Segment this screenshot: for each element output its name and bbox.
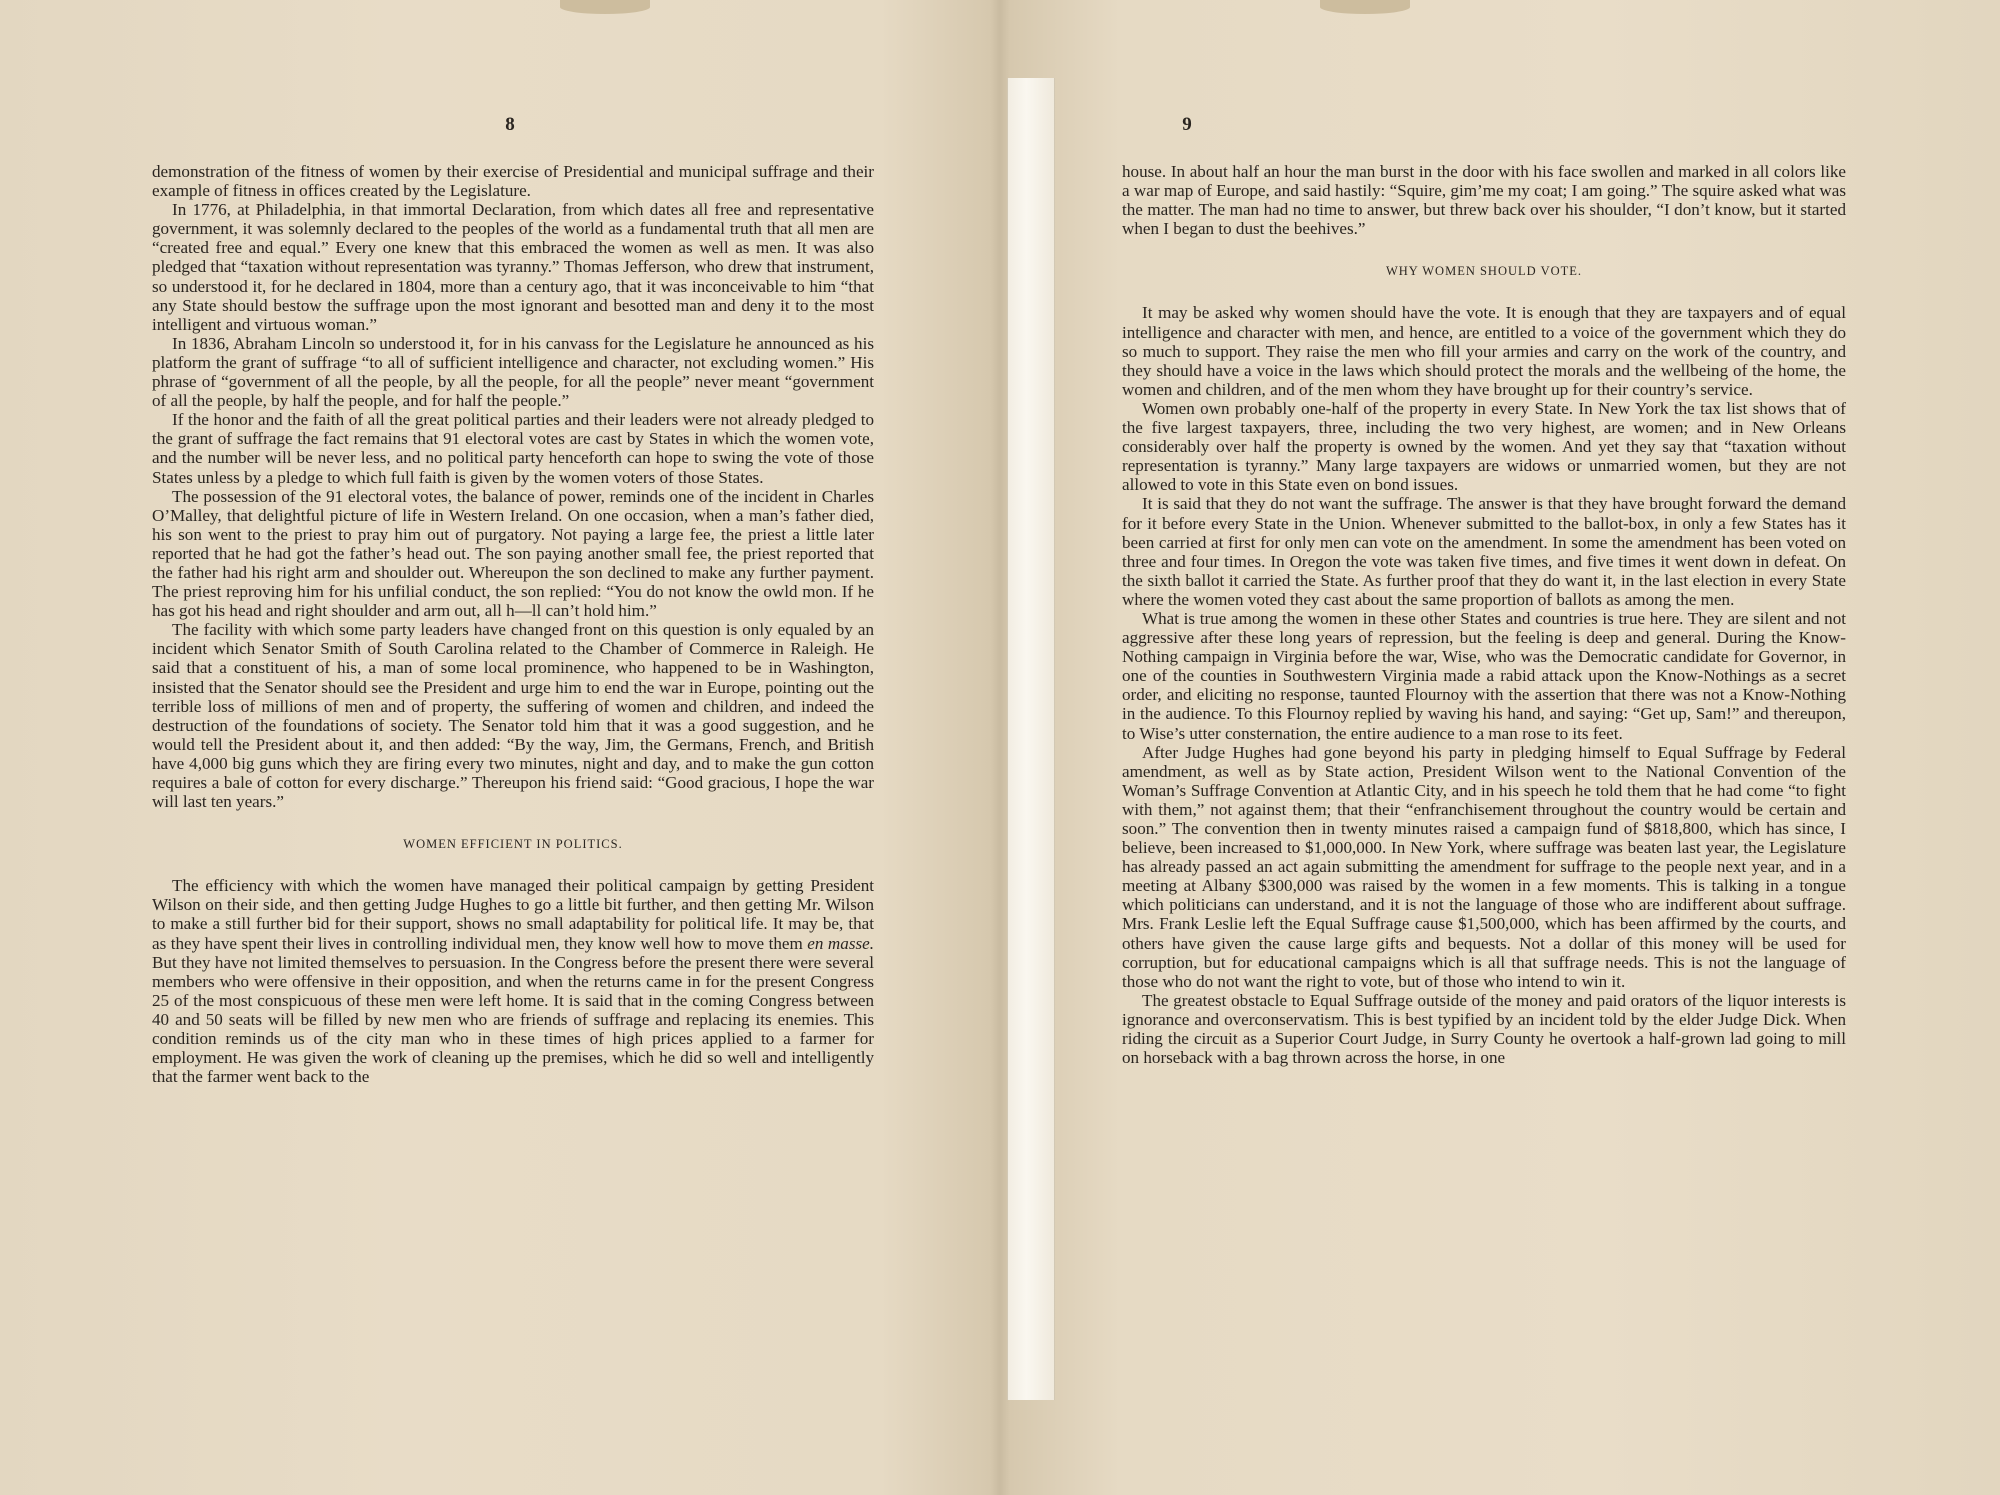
paragraph: In 1836, Abraham Lincoln so understood it, for in his canvass for the Legislature he announced as his platform the grant of suffrage “to all of sufficient intelligence and character, not excluding women.” His phrase of “government of all the people, by all the people, for all the people” never meant “government of all the people, by half the people, and for half the people.” <box>152 333 874 411</box>
paragraph: If the honor and the faith of all the great political parties and their leaders were not already pledged to the grant of suffrage the fact remains that 91 electoral votes are cast by States in which the women vote, and the number will be never less, and no political party henceforth can hope to swing the vote of those States unless by a pledge to which full faith is given by the women voters of those States. <box>152 410 874 487</box>
paragraph: What is true among the women in these other States and countries is true here. They are silent and not aggressive after these long years of repression, but the feeling is deep and general. During the Know-Nothing campaign in Virginia before the war, Wise, who was the Democratic candidate for Governor, in one of the counties in Southwestern Virginia made a rabid attack upon the Know-Nothings as a secret order, and eliciting no response, taunted Flournoy with the assertion that there was not a Know-Nothing in the audience. To this Flournoy replied by waving his hand, and saying: “Get up, Sam!” and thereupon, to Wise’s utter consternation, the entire audience to a man rose to its feet. <box>1122 608 1846 743</box>
italic-phrase: en masse. <box>807 933 874 953</box>
paragraph: Women own probably one-half of the property in every State. In New York the tax list shows that of the five largest taxpayers, three, including the two very highest, are women; and in New Orleans considerably over half the property is owned by the women. And yet they say that “taxation without representation is tyranny.” Many large taxpayers are widows or unmarried women, but they are not allowed to vote in this State even on bond issues. <box>1122 398 1846 495</box>
paragraph: house. In about half an hour the man burst in the door with his face swollen and marked in all colors like a war map of Europe, and said hastily: “Squire, gim’me my coat; I am going.” The squire asked what was the matter. The man had no time to answer, but threw back over his shoulder, “I don’t know, but it started when I began to dust the beehives.” <box>1122 162 1846 239</box>
paragraph: It may be asked why women should have the vote. It is enough that they are taxpayers and of equal intelligence and character with men, and hence, are entitled to a voice of the government which they do so much to support. They raise the men who fill your armies and carry on the work of the country, and they should have a voice in the laws which should protect the morals and the wellbeing of the home, the women and children, and of the men whom they have brought up for their country’s service. <box>1122 303 1846 399</box>
paragraph: The possession of the 91 electoral votes, the balance of power, reminds one of the incident in Charles O’Malley, that delightful picture of life in Western Ireland. On one occasion, when a man’s father died, his son went to the priest to pray him out of purgatory. Not paying a large fee, the priest a little later reported that he had got the father’s head out. The son paying another small fee, the priest reported that the father had his right arm and shoulder out. Whereupon the son declined to make any further payment. The priest reproving him for his unfilial conduct, the son replied: “You do not know the owld mon. If he has got his head and right shoulder and arm out, all h—ll can’t hold him.” <box>152 486 874 621</box>
section-heading: WOMEN EFFICIENT IN POLITICS. <box>403 837 623 852</box>
paragraph: It is said that they do not want the suffrage. The answer is that they have brought forward the demand for it before every State in the Union. Whenever submitted to the ballot-box, in only a few States has it been carried at first for only men can vote on the amendment. In some the amendment has been voted on three and four times. In Oregon the vote was taken five times, and five times it went down in defeat. On the sixth ballot it carried the State. As further proof that they do want it, in the last election in every State where the women voted they cast about the same proportion of ballots as among the men. <box>1122 494 1846 609</box>
paragraph-text: But they have not limited themselves to persuasion. In the Congress before the present there were several members who were offensive in their opposition, and when the returns came in for the present Congress 25 of the most conspicuous of these men were left home. It is said that in the coming Congress between 40 and 50 seats will be filled by new men who are friends of suffrage and replacing its enemies. This condition reminds us of the city man who in these times of high prices applied to a farmer for employment. He was given the work of cleaning up the premises, which he did so well and intelligently that the farmer went back to the <box>152 952 874 1087</box>
text-column <box>152 162 874 1086</box>
text-column <box>1122 162 1846 1067</box>
paragraph: The facility with which some party leaders have changed front on this question is only equaled by an incident which Senator Smith of South Carolina related to the Chamber of Commerce in Raleigh. He said that a constituent of his, a man of some local prominence, who happened to be in Washington, insisted that the Senator should see the President and urge him to end the war in Europe, pointing out the terrible loss of millions of men and of property, the suffering of women and children, and indeed the destruction of the foundations of society. The Senator told him that it was a good suggestion, and he would tell the President about it, and then added: “By the way, Jim, the Germans, French, and British have 4,000 big guns which they are firing every two minutes, night and day, and to make the gun cotton requires a bale of cotton for every discharge.” Thereupon his friend said: “Good gracious, I hope the war will last ten years.” <box>152 620 874 812</box>
paragraph: After Judge Hughes had gone beyond his party in pledging himself to Equal Suffrage by Federal amendment, as well as by State action, President Wilson went to the National Convention of the Woman’s Suffrage Convention at Atlantic City, and in his speech he told them that he had come “to fight with them,” not against them; that their “enfranchisement throughout the country would be certain and soon.” The convention then in twenty minutes raised a campaign fund of $818,800, which has since, I believe, been increased to $1,000,000. In New York, where suffrage was beaten last year, the Legislature has already passed an act again submitting the amendment for suffrage to the people next year, and in a meeting at Albany $300,000 was raised by the women in a few moments. This is talking in a tongue which politicians can understand, and it is not the language of those who are indifferent about suffrage. Mrs. Frank Leslie left the Equal Suffrage cause $1,500,000, which has been affirmed by the courts, and others have given the cause large gifts and bequests. Not a dollar of this money will be used for corruption, but for educational campaigns which is all that suffrage needs. This is not the language of those who do not want the right to vote, but of those who intend to win it. <box>1122 742 1846 991</box>
page-number: 8 <box>505 114 515 135</box>
paragraph <box>152 876 874 1086</box>
section-heading: WHY WOMEN SHOULD VOTE. <box>1385 264 1583 279</box>
paragraph: In 1776, at Philadelphia, in that immortal Declaration, from which dates all free and representative government, it was solemnly declared to the peoples of the world as a fundamental truth that all men are “created free and equal.” Every one knew that this embraced the women as well as men. It was also pledged that “taxation without representation was tyranny.” Thomas Jefferson, who drew that instrument, so understood it, for he declared in 1804, more than a century ago, that it was inconceivable to him “that any State should bestow the suffrage upon the most ignorant and besotted man and deny it to the most intelligent and virtuous woman.” <box>152 200 874 334</box>
page-number: 9 <box>1182 114 1192 135</box>
right-page <box>1000 0 2000 1495</box>
paragraph: demonstration of the fitness of women by their exercise of Presidential and municipal suffrage and their example of fitness in offices created by the Legislature. <box>152 162 874 201</box>
paragraph: The greatest obstacle to Equal Suffrage outside of the money and paid orators of the liquor interests is ignorance and overconservatism. This is best typified by an incident told by the elder Judge Dick. When riding the circuit as a Superior Court Judge, in Surry County he overtook a half-grown lad going to mill on horseback with a bag thrown across the horse, in one <box>1122 990 1846 1068</box>
paragraph-text: The efficiency with which the women have managed their political campaign by getting President Wilson on their side, and then getting Judge Hughes to go a little bit further, and then getting Mr. Wilson to make a still further bid for their support, shows no small adaptability for political life. It may be, that as they have spent their lives in controlling individual men, they know well how to move them <box>152 876 874 953</box>
